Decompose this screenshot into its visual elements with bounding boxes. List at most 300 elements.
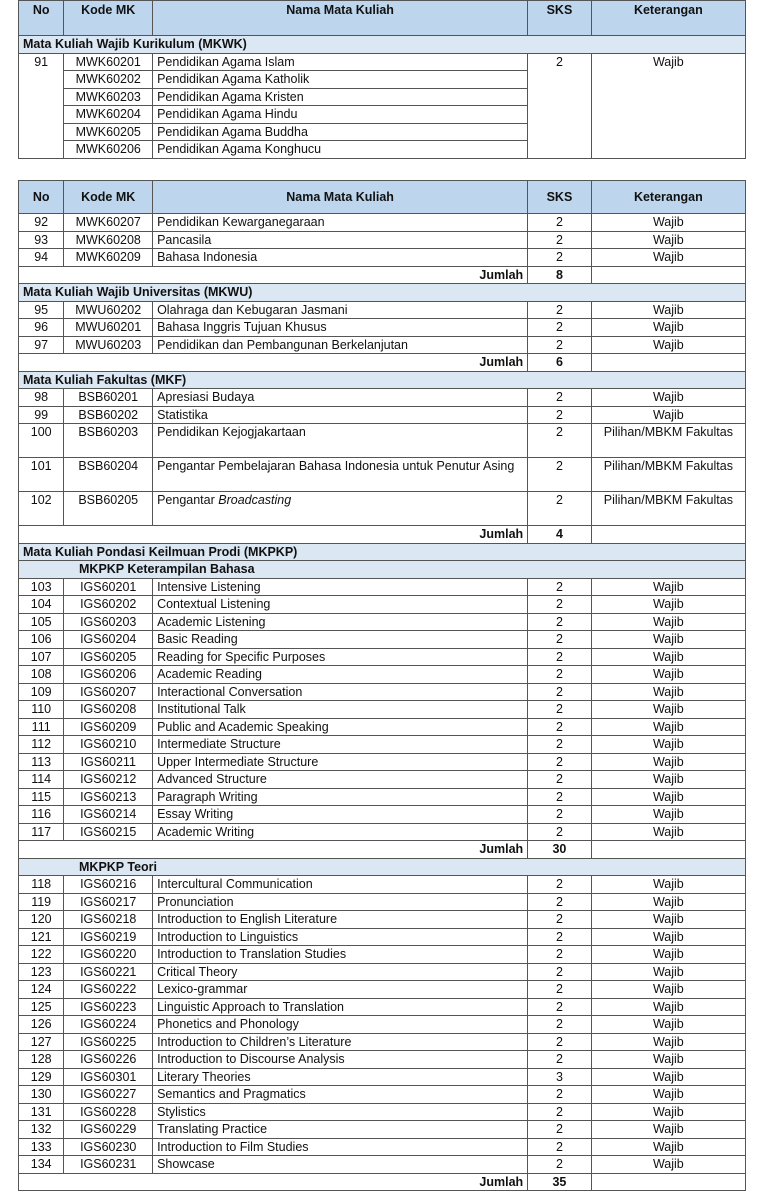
row-sks: 2 — [528, 736, 592, 754]
table-row — [19, 1103, 746, 1121]
table-row — [19, 963, 746, 981]
row-kode: IGS60217 — [64, 893, 153, 911]
row-sks: 2 — [528, 806, 592, 824]
row-ket: Wajib — [591, 336, 745, 354]
row-no: 133 — [19, 1138, 64, 1156]
table-row — [19, 1051, 746, 1069]
table-row — [19, 981, 746, 999]
header-no: No — [19, 1, 64, 36]
table-row — [19, 701, 746, 719]
row-ket: Wajib — [591, 53, 745, 158]
row-kode: MWK60202 — [64, 71, 153, 89]
row-no: 97 — [19, 336, 64, 354]
table-row — [19, 771, 746, 789]
section-row — [19, 36, 746, 54]
table-row — [19, 823, 746, 841]
row-sks: 2 — [528, 823, 592, 841]
header-row — [19, 1, 746, 36]
total-row — [19, 841, 746, 859]
row-kode: IGS60216 — [64, 876, 153, 894]
row-sks: 2 — [528, 53, 592, 158]
section-title: Mata Kuliah Pondasi Keilmuan Prodi (MKPKP) — [19, 543, 746, 561]
row-no: 100 — [19, 424, 64, 458]
total-row — [19, 266, 746, 284]
row-nama: Public and Academic Speaking — [153, 718, 528, 736]
header-kode: Kode MK — [64, 181, 153, 214]
row-sks: 2 — [528, 928, 592, 946]
table-row — [19, 788, 746, 806]
row-nama: Pendidikan Kejogjakartaan — [153, 424, 528, 458]
table-row — [19, 214, 746, 232]
row-no: 128 — [19, 1051, 64, 1069]
row-nama: Introduction to English Literature — [153, 911, 528, 929]
row-nama: Reading for Specific Purposes — [153, 648, 528, 666]
row-no: 117 — [19, 823, 64, 841]
row-ket: Wajib — [591, 928, 745, 946]
row-sks: 2 — [528, 492, 592, 526]
row-ket: Wajib — [591, 701, 745, 719]
row-sks: 2 — [528, 1103, 592, 1121]
row-nama: Statistika — [153, 406, 528, 424]
row-nama: Introduction to Film Studies — [153, 1138, 528, 1156]
row-ket: Wajib — [591, 1138, 745, 1156]
table-row — [19, 683, 746, 701]
row-nama: Apresiasi Budaya — [153, 389, 528, 407]
section-row — [19, 371, 746, 389]
total-row — [19, 1173, 746, 1191]
row-ket: Wajib — [591, 1068, 745, 1086]
row-no: 115 — [19, 788, 64, 806]
row-ket: Wajib — [591, 596, 745, 614]
row-nama: Olahraga dan Kebugaran Jasmani — [153, 301, 528, 319]
row-nama: Academic Reading — [153, 666, 528, 684]
row-sks: 2 — [528, 1051, 592, 1069]
row-ket: Wajib — [591, 578, 745, 596]
table-row — [19, 1068, 746, 1086]
row-kode: BSB60203 — [64, 424, 153, 458]
row-no: 103 — [19, 578, 64, 596]
row-sks: 2 — [528, 613, 592, 631]
total-value: 8 — [528, 266, 592, 284]
table-row — [19, 301, 746, 319]
row-nama: Academic Writing — [153, 823, 528, 841]
row-ket: Wajib — [591, 666, 745, 684]
row-no: 107 — [19, 648, 64, 666]
course-table-mkwk — [18, 0, 746, 159]
table-row — [19, 631, 746, 649]
row-ket: Wajib — [591, 893, 745, 911]
row-nama: Stylistics — [153, 1103, 528, 1121]
row-nama: Intercultural Communication — [153, 876, 528, 894]
row-no: 122 — [19, 946, 64, 964]
total-empty — [591, 526, 745, 544]
row-ket: Wajib — [591, 1016, 745, 1034]
header-no: No — [19, 181, 64, 214]
table-row — [19, 458, 746, 492]
row-nama: Paragraph Writing — [153, 788, 528, 806]
row-nama: Pendidikan Agama Katholik — [153, 71, 528, 89]
row-sks: 2 — [528, 578, 592, 596]
table-row — [19, 753, 746, 771]
row-nama: Pancasila — [153, 231, 528, 249]
total-value: 30 — [528, 841, 592, 859]
row-no: 116 — [19, 806, 64, 824]
row-nama: Advanced Structure — [153, 771, 528, 789]
row-sks: 2 — [528, 683, 592, 701]
row-nama: Pendidikan Agama Konghucu — [153, 141, 528, 159]
row-no: 120 — [19, 911, 64, 929]
row-kode: IGS60212 — [64, 771, 153, 789]
row-no: 106 — [19, 631, 64, 649]
row-kode: MWK60201 — [64, 53, 153, 71]
header-ket: Keterangan — [591, 1, 745, 36]
row-nama: Introduction to Discourse Analysis — [153, 1051, 528, 1069]
row-no: 98 — [19, 389, 64, 407]
table-row — [19, 648, 746, 666]
table-row — [19, 911, 746, 929]
subsection-row — [19, 561, 746, 579]
row-sks: 2 — [528, 249, 592, 267]
row-sks: 2 — [528, 893, 592, 911]
row-ket: Wajib — [591, 1121, 745, 1139]
row-ket: Wajib — [591, 1086, 745, 1104]
row-sks: 2 — [528, 648, 592, 666]
row-no: 91 — [19, 53, 64, 158]
row-sks: 2 — [528, 301, 592, 319]
row-sks: 2 — [528, 389, 592, 407]
row-ket: Wajib — [591, 648, 745, 666]
table-row — [19, 1086, 746, 1104]
row-kode: IGS60222 — [64, 981, 153, 999]
row-kode: IGS60221 — [64, 963, 153, 981]
row-sks: 2 — [528, 631, 592, 649]
row-kode: MWK60208 — [64, 231, 153, 249]
subsection-row — [19, 858, 746, 876]
row-kode: IGS60220 — [64, 946, 153, 964]
row-ket: Pilihan/MBKM Fakultas — [591, 458, 745, 492]
table-row — [19, 53, 746, 71]
row-sks: 2 — [528, 231, 592, 249]
row-nama: Showcase — [153, 1156, 528, 1174]
header-nama: Nama Mata Kuliah — [153, 1, 528, 36]
row-ket: Wajib — [591, 753, 745, 771]
row-kode: MWK60209 — [64, 249, 153, 267]
row-no: 126 — [19, 1016, 64, 1034]
total-label: Jumlah — [19, 1173, 528, 1191]
table-row — [19, 1121, 746, 1139]
row-ket: Pilihan/MBKM Fakultas — [591, 424, 745, 458]
row-sks: 2 — [528, 753, 592, 771]
section-row — [19, 543, 746, 561]
row-kode: MWK60207 — [64, 214, 153, 232]
row-nama: Basic Reading — [153, 631, 528, 649]
row-sks: 2 — [528, 771, 592, 789]
header-ket: Keterangan — [591, 181, 745, 214]
row-nama: Bahasa Indonesia — [153, 249, 528, 267]
table-row — [19, 578, 746, 596]
table-row — [19, 1138, 746, 1156]
row-sks: 2 — [528, 319, 592, 337]
section-title: Mata Kuliah Fakultas (MKF) — [19, 371, 746, 389]
nama-italic-part: Broadcasting — [218, 493, 292, 507]
row-ket: Wajib — [591, 911, 745, 929]
row-kode: IGS60227 — [64, 1086, 153, 1104]
table-row — [19, 596, 746, 614]
row-nama: Institutional Talk — [153, 701, 528, 719]
row-nama: Pendidikan Agama Islam — [153, 53, 528, 71]
row-nama: Intensive Listening — [153, 578, 528, 596]
row-kode: MWK60206 — [64, 141, 153, 159]
table-row — [19, 946, 746, 964]
row-nama: Introduction to Linguistics — [153, 928, 528, 946]
row-sks: 2 — [528, 946, 592, 964]
subsection-title: MKPKP Keterampilan Bahasa — [19, 561, 746, 579]
row-no: 92 — [19, 214, 64, 232]
table-row — [19, 893, 746, 911]
row-sks: 2 — [528, 406, 592, 424]
row-nama: Translating Practice — [153, 1121, 528, 1139]
total-label: Jumlah — [19, 354, 528, 372]
row-nama: Linguistic Approach to Translation — [153, 998, 528, 1016]
table-row — [19, 231, 746, 249]
course-table-main — [18, 180, 746, 1191]
row-sks: 2 — [528, 424, 592, 458]
total-empty — [591, 841, 745, 859]
row-ket: Wajib — [591, 788, 745, 806]
row-ket: Wajib — [591, 736, 745, 754]
row-no: 104 — [19, 596, 64, 614]
row-kode: BSB60204 — [64, 458, 153, 492]
row-kode: MWU60202 — [64, 301, 153, 319]
table-row — [19, 718, 746, 736]
row-ket: Wajib — [591, 1033, 745, 1051]
row-ket: Wajib — [591, 1156, 745, 1174]
row-ket: Wajib — [591, 301, 745, 319]
row-nama: Pendidikan Agama Hindu — [153, 106, 528, 124]
row-kode: IGS60224 — [64, 1016, 153, 1034]
row-kode: BSB60201 — [64, 389, 153, 407]
row-no: 99 — [19, 406, 64, 424]
row-no: 124 — [19, 981, 64, 999]
row-no: 93 — [19, 231, 64, 249]
row-ket: Wajib — [591, 1051, 745, 1069]
row-no: 109 — [19, 683, 64, 701]
row-no: 123 — [19, 963, 64, 981]
row-nama: Pendidikan Agama Buddha — [153, 123, 528, 141]
row-no: 129 — [19, 1068, 64, 1086]
row-sks: 2 — [528, 214, 592, 232]
row-no: 112 — [19, 736, 64, 754]
row-kode: IGS60210 — [64, 736, 153, 754]
row-no: 110 — [19, 701, 64, 719]
row-nama: Pendidikan Agama Kristen — [153, 88, 528, 106]
section-title: Mata Kuliah Wajib Kurikulum (MKWK) — [19, 36, 746, 54]
row-nama: Introduction to Translation Studies — [153, 946, 528, 964]
row-ket: Wajib — [591, 718, 745, 736]
table-row — [19, 1033, 746, 1051]
row-no: 95 — [19, 301, 64, 319]
table-row — [19, 998, 746, 1016]
row-kode: MWK60203 — [64, 88, 153, 106]
table-row — [19, 1156, 746, 1174]
row-kode: IGS60223 — [64, 998, 153, 1016]
row-ket: Wajib — [591, 319, 745, 337]
row-no: 111 — [19, 718, 64, 736]
table-row — [19, 424, 746, 458]
row-sks: 2 — [528, 701, 592, 719]
row-nama: Critical Theory — [153, 963, 528, 981]
row-ket: Wajib — [591, 946, 745, 964]
row-kode: MWK60205 — [64, 123, 153, 141]
row-sks: 2 — [528, 718, 592, 736]
total-label: Jumlah — [19, 266, 528, 284]
total-label: Jumlah — [19, 841, 528, 859]
row-sks: 2 — [528, 1121, 592, 1139]
row-nama: Pendidikan Kewarganegaraan — [153, 214, 528, 232]
row-kode: IGS60201 — [64, 578, 153, 596]
row-nama: Pronunciation — [153, 893, 528, 911]
table-row — [19, 249, 746, 267]
row-no: 94 — [19, 249, 64, 267]
row-sks: 2 — [528, 1156, 592, 1174]
row-no: 114 — [19, 771, 64, 789]
row-ket: Wajib — [591, 406, 745, 424]
table-row — [19, 666, 746, 684]
row-nama: Bahasa Inggris Tujuan Khusus — [153, 319, 528, 337]
row-kode: IGS60230 — [64, 1138, 153, 1156]
row-kode: IGS60214 — [64, 806, 153, 824]
row-kode: MWK60204 — [64, 106, 153, 124]
row-kode: IGS60204 — [64, 631, 153, 649]
row-ket: Wajib — [591, 631, 745, 649]
total-empty — [591, 1173, 745, 1191]
row-no: 132 — [19, 1121, 64, 1139]
table-row — [19, 336, 746, 354]
row-sks: 2 — [528, 963, 592, 981]
row-ket: Wajib — [591, 771, 745, 789]
table-row — [19, 876, 746, 894]
row-no: 125 — [19, 998, 64, 1016]
row-nama: Interactional Conversation — [153, 683, 528, 701]
row-nama — [153, 492, 528, 526]
table-row — [19, 806, 746, 824]
total-empty — [591, 354, 745, 372]
total-value: 4 — [528, 526, 592, 544]
row-ket: Wajib — [591, 823, 745, 841]
row-no: 127 — [19, 1033, 64, 1051]
row-ket: Wajib — [591, 963, 745, 981]
row-nama: Contextual Listening — [153, 596, 528, 614]
row-kode: IGS60207 — [64, 683, 153, 701]
row-kode: IGS60225 — [64, 1033, 153, 1051]
row-nama: Literary Theories — [153, 1068, 528, 1086]
row-ket: Wajib — [591, 389, 745, 407]
row-ket: Wajib — [591, 981, 745, 999]
row-kode: IGS60211 — [64, 753, 153, 771]
total-row — [19, 354, 746, 372]
row-no: 108 — [19, 666, 64, 684]
row-nama: Semantics and Pragmatics — [153, 1086, 528, 1104]
total-row — [19, 526, 746, 544]
row-kode: IGS60215 — [64, 823, 153, 841]
row-kode: MWU60201 — [64, 319, 153, 337]
row-sks: 2 — [528, 911, 592, 929]
row-no: 102 — [19, 492, 64, 526]
row-no: 96 — [19, 319, 64, 337]
row-sks: 2 — [528, 1086, 592, 1104]
row-kode: BSB60205 — [64, 492, 153, 526]
row-sks: 2 — [528, 1138, 592, 1156]
row-ket: Wajib — [591, 613, 745, 631]
row-no: 101 — [19, 458, 64, 492]
row-sks: 2 — [528, 981, 592, 999]
row-no: 118 — [19, 876, 64, 894]
row-kode: IGS60209 — [64, 718, 153, 736]
row-sks: 2 — [528, 1016, 592, 1034]
row-nama: Lexico-grammar — [153, 981, 528, 999]
header-sks: SKS — [528, 181, 592, 214]
row-sks: 3 — [528, 1068, 592, 1086]
table-row — [19, 1016, 746, 1034]
row-ket: Wajib — [591, 249, 745, 267]
table-row — [19, 492, 746, 526]
row-nama: Essay Writing — [153, 806, 528, 824]
row-no: 105 — [19, 613, 64, 631]
row-kode: IGS60218 — [64, 911, 153, 929]
header-kode: Kode MK — [64, 1, 153, 36]
row-sks: 2 — [528, 596, 592, 614]
row-ket: Wajib — [591, 876, 745, 894]
row-nama: Pengantar Pembelajaran Bahasa Indonesia untuk Penutur Asing — [153, 458, 528, 492]
row-no: 134 — [19, 1156, 64, 1174]
header-nama: Nama Mata Kuliah — [153, 181, 528, 214]
row-kode: MWU60203 — [64, 336, 153, 354]
table-row — [19, 406, 746, 424]
row-ket: Wajib — [591, 1103, 745, 1121]
row-no: 131 — [19, 1103, 64, 1121]
row-kode: IGS60231 — [64, 1156, 153, 1174]
row-kode: IGS60219 — [64, 928, 153, 946]
row-nama: Pendidikan dan Pembangunan Berkelanjutan — [153, 336, 528, 354]
header-row — [19, 181, 746, 214]
total-value: 35 — [528, 1173, 592, 1191]
table-row — [19, 928, 746, 946]
row-sks: 2 — [528, 998, 592, 1016]
row-nama: Introduction to Children’s Literature — [153, 1033, 528, 1051]
total-label: Jumlah — [19, 526, 528, 544]
row-kode: IGS60213 — [64, 788, 153, 806]
table-row — [19, 319, 746, 337]
row-sks: 2 — [528, 336, 592, 354]
total-empty — [591, 266, 745, 284]
section-row — [19, 284, 746, 302]
row-kode: IGS60229 — [64, 1121, 153, 1139]
row-sks: 2 — [528, 788, 592, 806]
row-sks: 2 — [528, 1033, 592, 1051]
row-kode: IGS60202 — [64, 596, 153, 614]
row-kode: IGS60208 — [64, 701, 153, 719]
row-nama: Upper Intermediate Structure — [153, 753, 528, 771]
row-kode: IGS60301 — [64, 1068, 153, 1086]
row-no: 130 — [19, 1086, 64, 1104]
row-nama: Academic Listening — [153, 613, 528, 631]
nama-part: Pengantar — [157, 493, 219, 507]
total-value: 6 — [528, 354, 592, 372]
row-no: 119 — [19, 893, 64, 911]
row-sks: 2 — [528, 666, 592, 684]
subsection-title: MKPKP Teori — [19, 858, 746, 876]
row-no: 113 — [19, 753, 64, 771]
